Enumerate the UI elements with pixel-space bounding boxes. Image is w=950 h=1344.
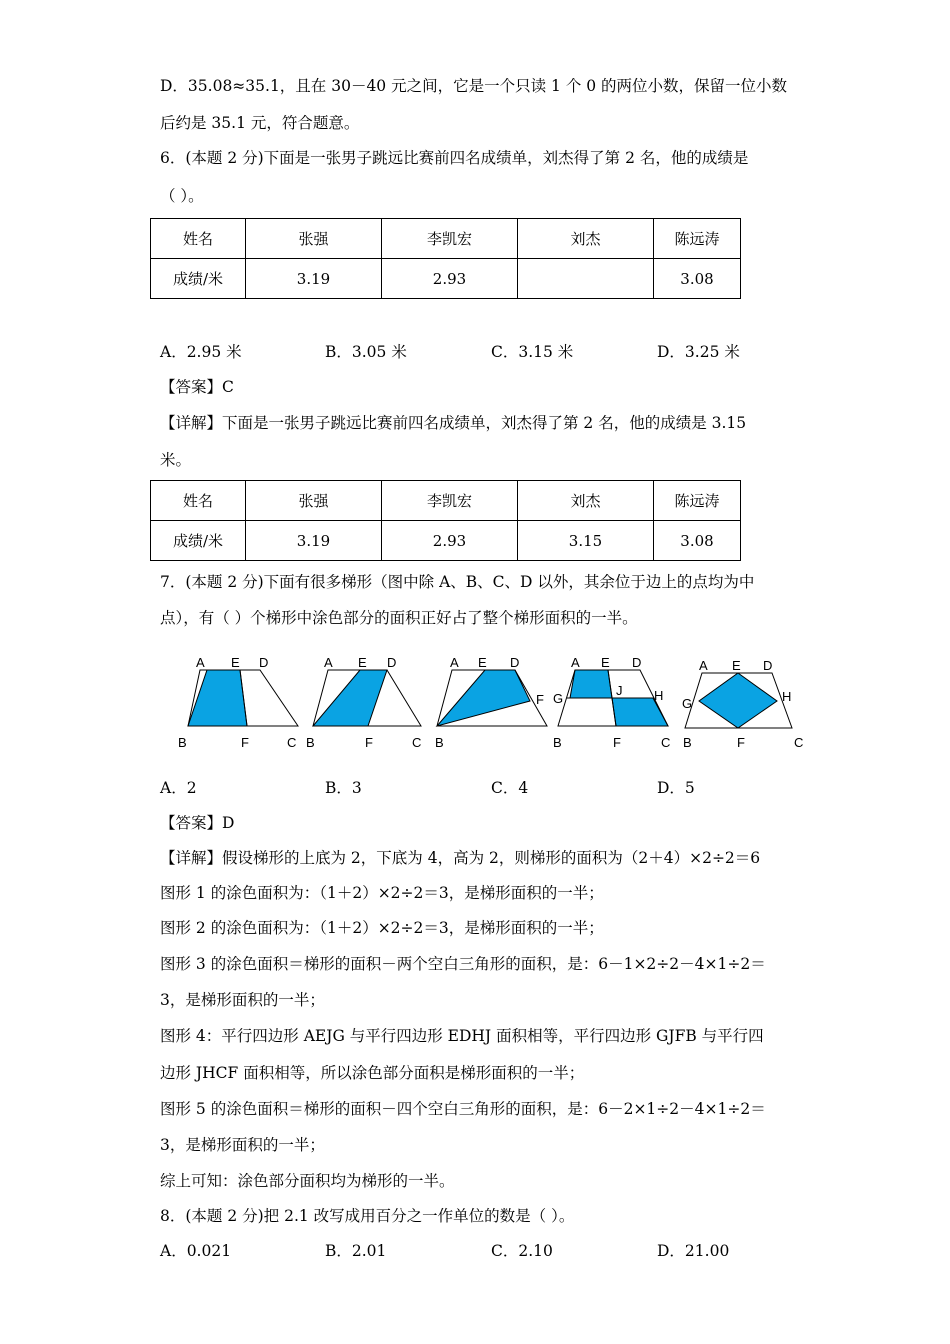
shaded-region (570, 670, 612, 698)
label-f: F (613, 735, 621, 750)
trapezoid-figure-2 (306, 655, 421, 750)
label-d: D (259, 655, 269, 670)
label-h: H (654, 688, 664, 703)
table-row (151, 259, 741, 299)
q6-detail-line1: 【详解】下面是一张男子跳远比赛前四名成绩单，刘杰得了第 2 名，他的成绩是 3.15 (160, 414, 747, 432)
q8-stem: 8．(本题 2 分)把 2.1 改写成用百分之一作单位的数是（ ）。 (160, 1207, 575, 1225)
table-header-row (151, 481, 741, 521)
q6-option-b: B．3.05 米 (325, 343, 407, 361)
label-a: A (699, 658, 708, 673)
label-f: F (737, 735, 745, 750)
label-a: A (324, 655, 333, 670)
q7-detail-line: 图形 5 的涂色面积＝梯形的面积－四个空白三角形的面积，是：6－2×1÷2－4×1÷2＝ (160, 1100, 766, 1118)
label-d: D (387, 655, 397, 670)
label-a: A (571, 655, 580, 670)
q7-stem-line2: 点），有（ ）个梯形中涂色部分的面积正好占了整个梯形面积的一半。 (160, 609, 638, 627)
label-j: J (616, 683, 623, 698)
shaded-region (188, 670, 247, 726)
q7-detail-line: 图形 2 的涂色面积为：（1＋2）×2÷2＝3，是梯形面积的一半； (160, 919, 604, 937)
label-e: E (732, 658, 741, 673)
label-c: C (794, 735, 804, 750)
table-cell (518, 259, 654, 299)
q7-detail-line: 边形 JHCF 面积相等，所以涂色部分面积是梯形面积的一半； (160, 1064, 585, 1082)
shaded-region (437, 670, 530, 726)
q7-stem-line1: 7．(本题 2 分)下面有很多梯形（图中除 A、B、C、D 以外，其余位于边上的点均为中 (160, 573, 755, 591)
q7-answer: 【答案】D (160, 814, 235, 832)
q6-stem-line1: 6．(本题 2 分)下面是一张男子跳远比赛前四名成绩单，刘杰得了第 2 名，他的成绩是 (160, 149, 749, 167)
label-g: G (553, 691, 564, 706)
table-cell: 姓名 (151, 481, 246, 521)
q7-detail-line: 3，是梯形面积的一半； (160, 1136, 325, 1154)
q8-option-a: A．0.021 (160, 1242, 232, 1260)
label-e: E (478, 655, 487, 670)
label-g: G (682, 696, 693, 711)
table-cell: 3.19 (246, 259, 382, 299)
q8-option-c: C．2.10 (491, 1242, 553, 1260)
trapezoid-figure-3 (435, 655, 547, 750)
trapezoid-figure-1 (178, 655, 298, 750)
shaded-region (699, 673, 777, 728)
table-cell: 成绩/米 (151, 521, 246, 561)
label-b: B (306, 735, 315, 750)
label-c: C (661, 735, 671, 750)
q7-option-b: B．3 (325, 779, 362, 797)
table-row (151, 521, 741, 561)
q7-option-c: C．4 (491, 779, 529, 797)
label-b: B (435, 735, 444, 750)
label-e: E (358, 655, 367, 670)
q6-option-c: C．3.15 米 (491, 343, 574, 361)
q7-detail-line: 图形 1 的涂色面积为：（1＋2）×2÷2＝3，是梯形面积的一半； (160, 884, 604, 902)
q8-option-b: B．2.01 (325, 1242, 387, 1260)
q7-detail-line: 3，是梯形面积的一半； (160, 991, 325, 1009)
q6-detail-line2: 米。 (160, 451, 192, 469)
table-cell: 3.08 (654, 259, 741, 299)
table-header-row (151, 219, 741, 259)
label-b: B (683, 735, 692, 750)
label-a: A (450, 655, 459, 670)
q7-detail-line: 综上可知：涂色部分面积均为梯形的一半。 (160, 1172, 455, 1190)
q7-option-d: D．5 (657, 779, 695, 797)
label-d: D (510, 655, 520, 670)
table-cell: 张强 (246, 219, 382, 259)
label-f: F (365, 735, 373, 750)
q6-answer: 【答案】C (160, 378, 234, 396)
q7-detail-line: 【详解】假设梯形的上底为 2，下底为 4，高为 2，则梯形的面积为（2＋4）×2÷2＝6 (160, 849, 761, 867)
table-cell: 姓名 (151, 219, 246, 259)
q7-option-a: A．2 (160, 779, 197, 797)
label-d: D (763, 658, 773, 673)
table-cell: 2.93 (382, 259, 518, 299)
table-cell: 陈远涛 (654, 481, 741, 521)
shaded-region (313, 670, 387, 726)
label-e: E (231, 655, 240, 670)
label-e: E (601, 655, 610, 670)
table-cell: 3.08 (654, 521, 741, 561)
q6-detail-table (150, 480, 741, 561)
q5-option-d-line2: 后约是 35.1 元，符合题意。 (160, 114, 360, 132)
q5-option-d-line1: D．35.08≈35.1，且在 30－40 元之间，它是一个只读 1 个 0 的两位小数，保留一位小数 (160, 77, 788, 95)
trapezoid-figure-4 (553, 655, 670, 750)
label-h: H (782, 689, 792, 704)
q7-trapezoid-figures (175, 650, 815, 750)
q6-option-d: D．3.25 米 (657, 343, 740, 361)
q6-score-table (150, 218, 741, 299)
q7-detail-line: 图形 3 的涂色面积＝梯形的面积－两个空白三角形的面积，是：6－1×2÷2－4×1÷2＝ (160, 955, 766, 973)
label-f: F (241, 735, 249, 750)
q8-option-d: D．21.00 (657, 1242, 730, 1260)
table-cell: 刘杰 (518, 219, 654, 259)
table-cell: 2.93 (382, 521, 518, 561)
table-cell: 成绩/米 (151, 259, 246, 299)
trapezoid-figure-5 (682, 658, 803, 750)
table-cell: 李凯宏 (382, 219, 518, 259)
table-cell: 刘杰 (518, 481, 654, 521)
table-cell: 3.19 (246, 521, 382, 561)
q7-detail-line: 图形 4：平行四边形 AEJG 与平行四边形 EDHJ 面积相等，平行四边形 GJFB 与平行四 (160, 1027, 764, 1045)
label-c: C (412, 735, 422, 750)
table-cell: 陈远涛 (654, 219, 741, 259)
label-b: B (553, 735, 562, 750)
label-b: B (178, 735, 187, 750)
q6-option-a: A．2.95 米 (160, 343, 242, 361)
table-cell: 3.15 (518, 521, 654, 561)
label-f: F (536, 692, 544, 707)
table-cell: 李凯宏 (382, 481, 518, 521)
label-a: A (196, 655, 205, 670)
label-c: C (287, 735, 297, 750)
label-d: D (632, 655, 642, 670)
table-cell: 张强 (246, 481, 382, 521)
q6-stem-line2: （ ）。 (160, 187, 204, 205)
